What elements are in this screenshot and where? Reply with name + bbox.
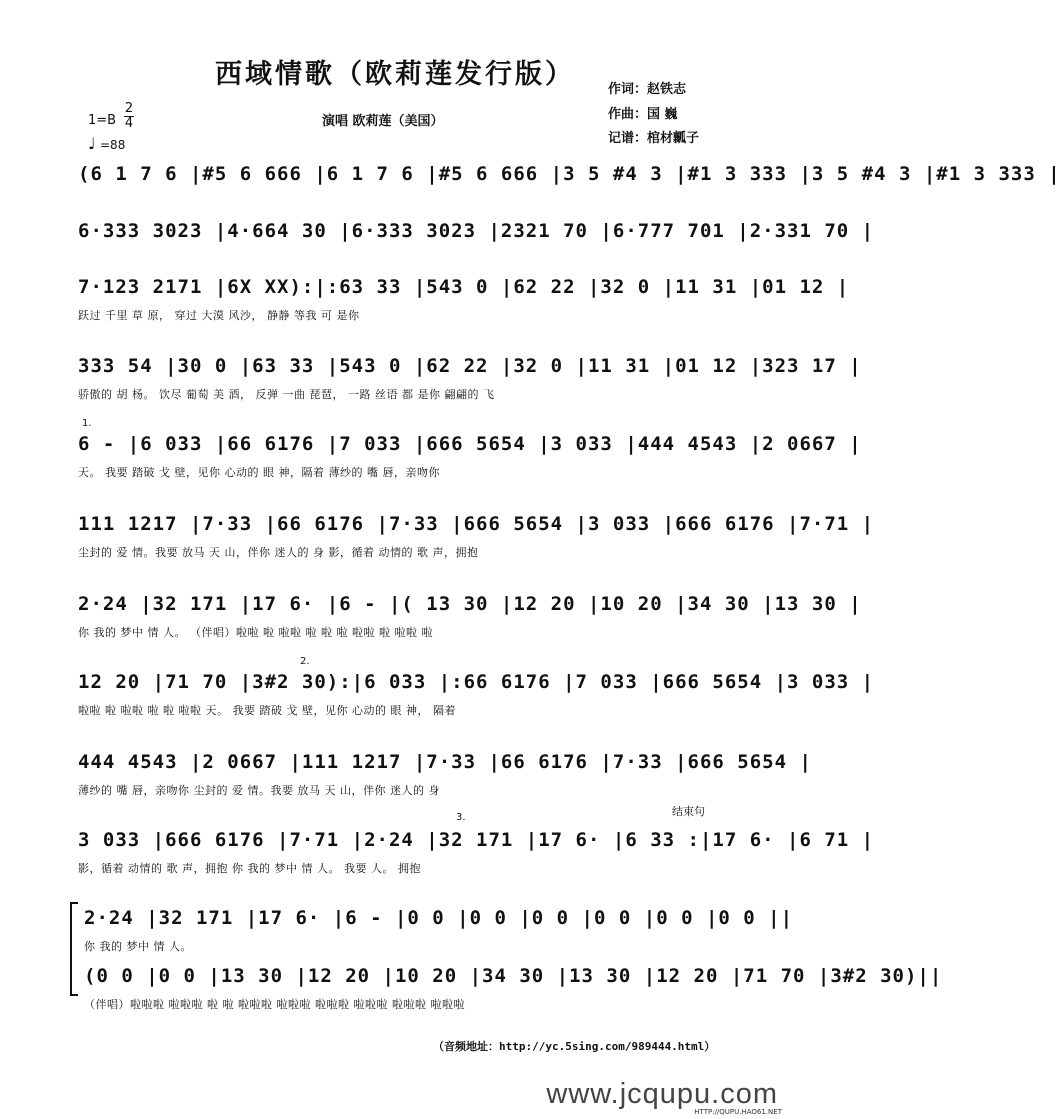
notation-line: 6 - |6 033 |66 6176 |7 033 |666 5654 |3 033 |444 4543 |2 0667 | [78, 433, 862, 455]
lyrics-line: 影，循着 动情的 歌 声，拥抱 你 我的 梦中 情 人。 我要 人。 拥抱 [78, 862, 421, 875]
transcriber-credit: 记谱：棺材瓤子 [608, 131, 700, 146]
notation-line: (6 1 7 6 |#5 6 666 |6 1 7 6 |#5 6 666 |3 5 #4 3 |#1 3 333 |3 5 #4 3 |#1 3 333 | [78, 163, 1061, 185]
third-ending-mark: 3. [456, 812, 466, 823]
time-signature-bottom: 4 [124, 116, 134, 131]
lyrics-line: 你 我的 梦中 情 人。 （伴唱）啦啦 啦 啦啦 啦 啦 啦 啦啦 啦 啦啦 啦 [78, 626, 433, 639]
score-line [78, 352, 862, 401]
audio-link[interactable]: （音频地址：http://yc.5sing.com/989444.html） [433, 1040, 716, 1053]
lyrics-line: 你 我的 梦中 情 人。 [84, 940, 192, 953]
time-signature-top: 2 [124, 101, 134, 116]
notation-line: 2·24 |32 171 |17 6· |6 - |( 13 30 |12 20 |10 20 |34 30 |13 30 | [78, 593, 862, 615]
lyrics-line: 天。 我要 踏破 戈 壁，见你 心动的 眼 神，隔着 薄纱的 嘴 唇，亲吻你 [78, 466, 440, 479]
notation-line: 12 20 |71 70 |3#2 30):|6 033 |:66 6176 |7 033 |666 5654 |3 033 | [78, 671, 875, 693]
notation-line: 333 54 |30 0 |63 33 |543 0 |62 22 |32 0 |11 31 |01 12 |323 17 | [78, 355, 862, 377]
final-vocal-line [84, 904, 794, 953]
lyrics-line: （伴唱）啦啦啦 啦啦啦 啦 啦 啦啦啦 啦啦啦 啦啦啦 啦啦啦 啦啦啦 啦啦啦 [84, 998, 465, 1011]
performer-credit: 演唱 欧莉莲（美国） [322, 114, 444, 129]
key-signature: 1=B [88, 113, 117, 128]
tempo-marking: =88 [100, 138, 126, 152]
lyrics-line: 骄傲的 胡 杨。 饮尽 葡萄 美 酒， 反弹 一曲 琵琶， 一路 丝语 都 是你 翩翩的 飞 [78, 388, 495, 401]
score-line [78, 430, 862, 479]
lyricist-credit: 作词：赵铁志 [608, 82, 687, 97]
score-line [78, 160, 1061, 204]
notation-line: 2·24 |32 171 |17 6· |6 - |0 0 |0 0 |0 0 |0 0 |0 0 |0 0 || [84, 907, 794, 929]
time-signature [124, 102, 134, 131]
composer-credit: 作曲：国 巍 [608, 107, 678, 122]
notation-line: 111 1217 |7·33 |66 6176 |7·33 |666 5654 |3 033 |666 6176 |7·71 | [78, 513, 875, 535]
score-line [78, 590, 862, 639]
notation-line: 444 4543 |2 0667 |111 1217 |7·33 |66 6176 |7·33 |666 5654 | [78, 751, 812, 773]
system-brace [70, 902, 78, 996]
lyrics-line: 尘封的 爱 情。我要 放马 天 山，伴你 迷人的 身 影，循着 动情的 歌 声，拥抱 [78, 546, 479, 559]
site-watermark: www.jcqupu.com [546, 1078, 778, 1110]
notation-line: 7·123 2171 |6X XX):|:63 33 |543 0 |62 22 |32 0 |11 31 |01 12 | [78, 276, 850, 298]
song-title: 西域情歌（欧莉莲发行版） [215, 59, 575, 90]
final-accompaniment-line [84, 962, 943, 1011]
second-ending-mark: 2. [300, 656, 310, 667]
score-line [78, 826, 875, 875]
score-line [78, 510, 875, 559]
notation-line: 6·333 3023 |4·664 30 |6·333 3023 |2321 70 |6·777 701 |2·331 70 | [78, 220, 875, 242]
site-watermark-sub: HTTP://QUPU.HAO61.NET [694, 1108, 782, 1116]
notation-line: (0 0 |0 0 |13 30 |12 20 |10 20 |34 30 |13 30 |12 20 |71 70 |3#2 30)|| [84, 965, 943, 987]
quarter-note-icon: ♩ [88, 134, 96, 153]
coda-mark: 结束句 [672, 805, 705, 818]
score-line [78, 668, 875, 717]
lyrics-line: 跃过 千里 草 原， 穿过 大漠 风沙， 静静 等我 可 是你 [78, 309, 360, 322]
score-line [78, 273, 850, 322]
lyrics-line: 薄纱的 嘴 唇，亲吻你 尘封的 爱 情。我要 放马 天 山，伴你 迷人的 身 [78, 784, 440, 797]
first-ending-mark: 1. [82, 418, 92, 429]
lyrics-line: 啦啦 啦 啦啦 啦 啦 啦啦 天。 我要 踏破 戈 壁，见你 心动的 眼 神， 隔着 [78, 704, 456, 717]
score-line [78, 217, 875, 261]
score-line [78, 748, 812, 797]
notation-line: 3 033 |666 6176 |7·71 |2·24 |32 171 |17 6· |6 33 :|17 6· |6 71 | [78, 829, 875, 851]
